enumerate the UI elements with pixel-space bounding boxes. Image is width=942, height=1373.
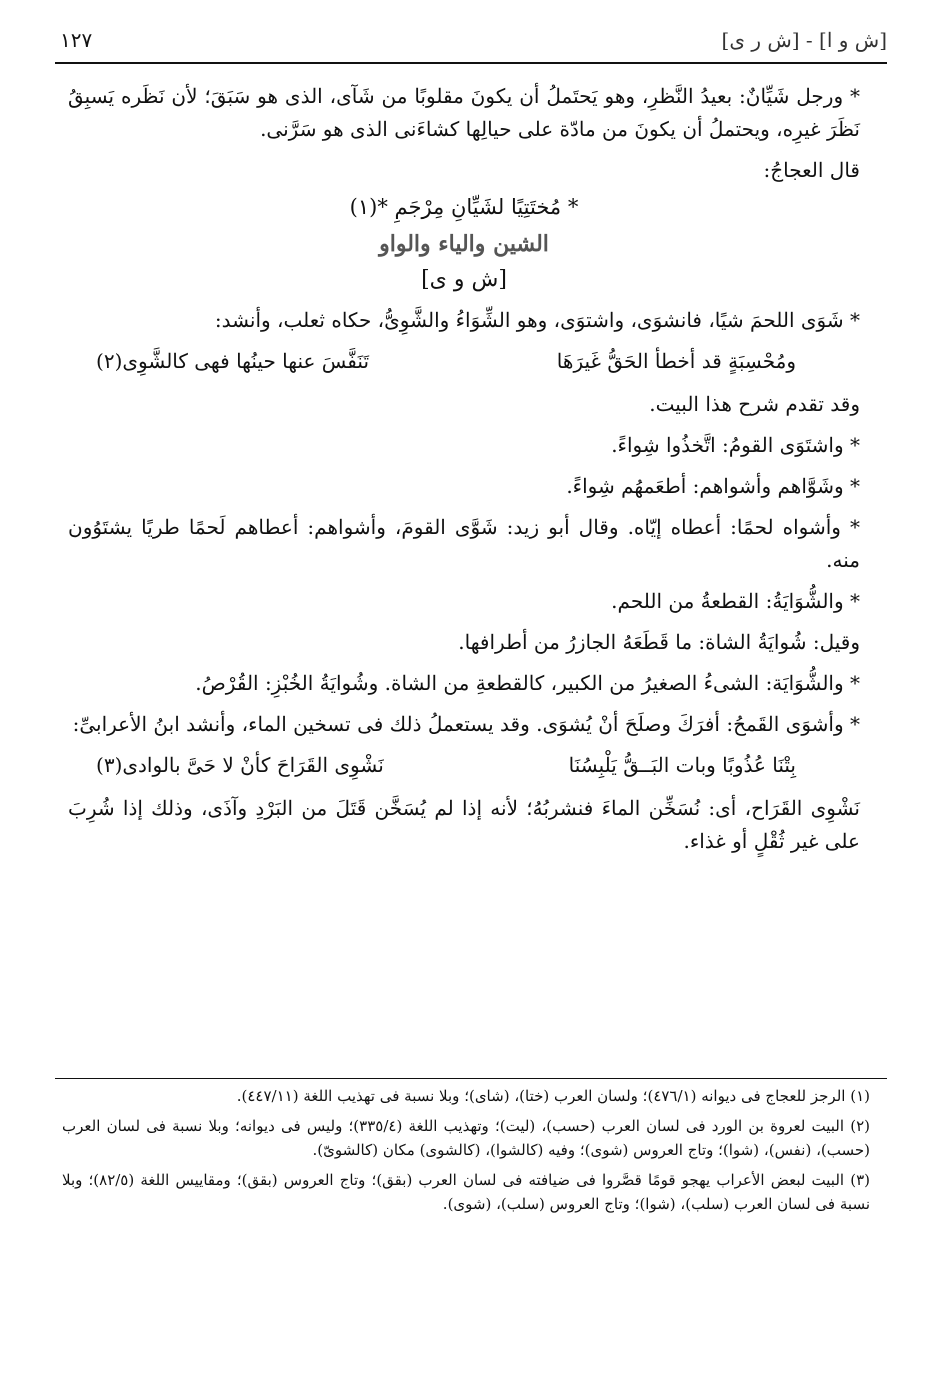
verse-hemistich-right: ومُحْسِبَةٍ قد أخطأ الحَقُّ غَيرَهَا: [556, 349, 796, 373]
root-heading: [ش و ى]: [421, 267, 507, 292]
paragraph: * شَوَى اللحمَ شيًا، فانشوَى، واشتوَى، وهو الشِّوَاءُ والشَّوِىُّ، حكاه ثعلب، وأنشد:: [214, 308, 860, 332]
paragraph: وقد تقدم شرح هذا البيت.: [649, 392, 860, 416]
section-heading: الشين والياء والواو: [379, 231, 549, 257]
footnote: (٣) البيت لبعض الأعراب يهجو قومًا قصَّروا فى ضيافته فى لسان العرب (بقق)؛ وتاج العروس (بقق)؛ ومقاييس اللغة (٨٢/٥)؛ وبلا نسبة فى لسان العرب (سلب)، (شوا)؛ وتاج العروس (سلب)، (شوى).: [62, 1171, 870, 1213]
main-text: [68, 80, 860, 866]
paragraph: * ورجل شَيِّانٌ: بعيدُ النَّظرِ، وهو يَحتَملُ أن يكونَ مقلوبًا من شَآى، الذى هو سَبَقَ؛ لأن نَظَره يَسبِقُ نَظَرَ غيرِه، ويحتملُ أن يكونَ من مادّة على حيالِها كشاءَنى الذى هو سَرَّنى.: [68, 84, 861, 141]
paragraph: * وأشواه لحمًا: أعطاه إيّاه. وقال أبو زيد: شَوَّى القومَ، وأشواهم: أعطاهم لَحمًا طريًا يشتَوُون منه.: [68, 515, 860, 572]
footnote: (١) الرجز للعجاج فى ديوانه (٤٧٦/١)؛ ولسان العرب (ختا)، (شاى)؛ وبلا نسبة فى تهذيب اللغة (٤٤٧/١١).: [236, 1087, 870, 1105]
verse-hemistich-right: بِتْنَا عُذُوبًا وبات البَــقُّ يَلْبِسُنَا: [568, 753, 796, 777]
verse-hemistich-left: نَشْوِى القَرَاحَ كأنْ لا حَىَّ بالوادى(٣): [96, 753, 384, 777]
footnote: (٢) البيت لعروة بن الورد فى لسان العرب (حسب)، (ليت)؛ وتهذيب اللغة (٣٣٥/٤)؛ وليس فى ديوانه؛ وبلا نسبة فى لسان العرب (حسب)، (نفس)، (شوا)؛ وتاج العروس (شوى)؛ وفيه (كالشوا)، (كالشوى) مكان (كالشوىّ).: [62, 1117, 871, 1159]
paragraph: * وشَوَّاهم وأشواهم: أطعَمهُم شِواءً.: [566, 474, 860, 498]
header-rule: [55, 62, 887, 64]
footnotes: [62, 1084, 870, 1222]
paragraph: نَشْوِى القَرَاح، أى: نُسَخِّن الماءَ فنشربُهُ؛ لأنه إذا لم يُسَخَّن قَتَلَ من البَرْدِ وآذَى، وذلك إذا شُرِبَ على غير ثُقْلٍ أو غذاء.: [68, 796, 860, 853]
paragraph: وقيل: شُوايَةُ الشاة: ما قَطَعَهُ الجازرُ من أطرافها.: [458, 630, 860, 654]
verse-line: * مُختَتِيًا لشَيِّانِ مِرْجَمِ *(١): [349, 195, 579, 219]
footnote-rule: [55, 1078, 887, 1079]
paragraph: قال العجاجُ:: [763, 158, 860, 182]
page-number: ١٢٧: [60, 28, 93, 52]
page-header: [60, 28, 887, 58]
paragraph: * والشُّوَايَة: الشىءُ الصغيرُ من الكبير، كالقطعةِ من الشاة. وشُوايَةُ الخُبْزِ: القُرْصُ.: [195, 671, 860, 695]
running-title: [ش و ا] - [ش ر ى]: [721, 28, 887, 52]
paragraph: * والشُّوَايَةُ: القطعةُ من اللحم.: [611, 589, 860, 613]
verse-hemistich-left: تَنَفَّسَ عنها حينُها فهى كالشَّوِى(٢): [96, 349, 370, 373]
verse-line: [68, 345, 860, 378]
verse-line: [68, 749, 860, 782]
paragraph: * واشتَوَى القومُ: اتَّخذُوا شِواءً.: [611, 433, 860, 457]
paragraph: * وأشوَى القَمحُ: أفرَكَ وصلَحَ أنْ يُشوَى. وقد يستعملُ ذلك فى تسخين الماء، وأنشد ابنُ الأعرابىِّ:: [72, 712, 860, 736]
